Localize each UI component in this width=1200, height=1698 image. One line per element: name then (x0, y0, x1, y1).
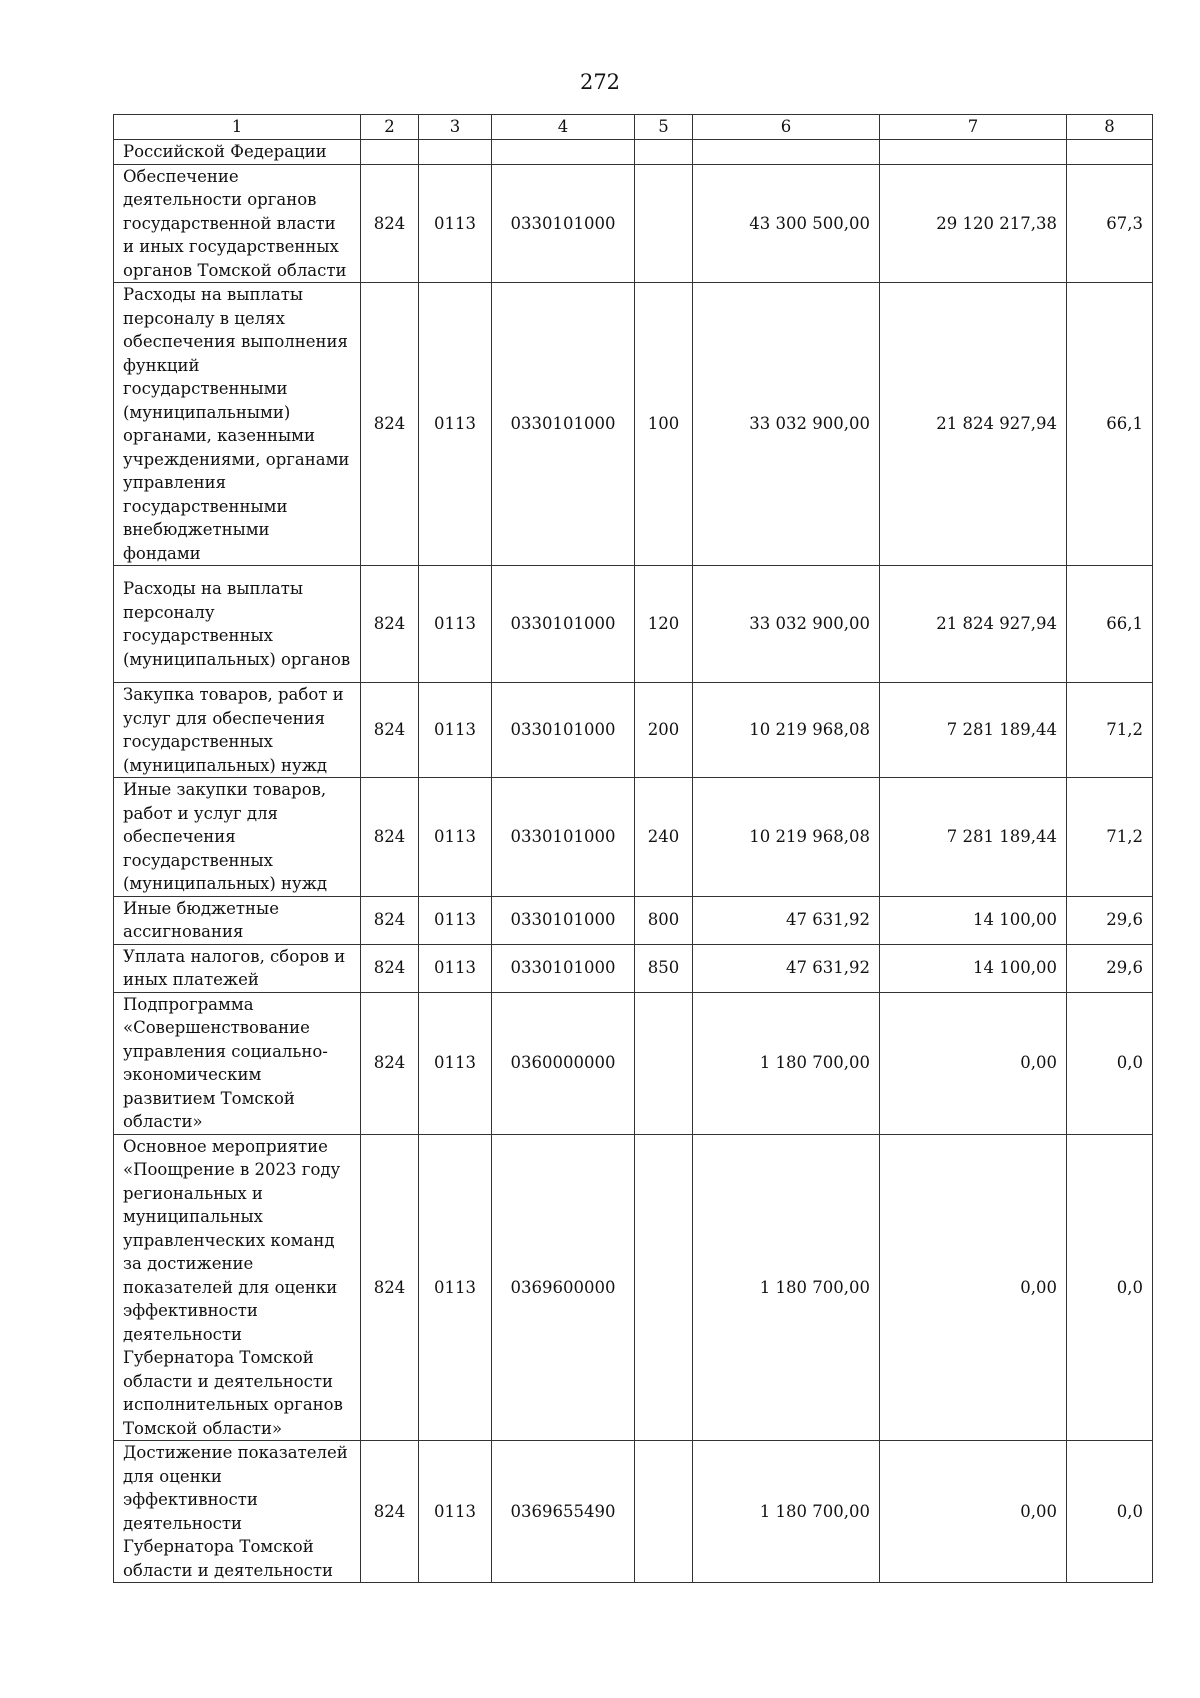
cell-planned-amount: 33 032 900,00 (693, 283, 880, 566)
cell-executed-amount: 14 100,00 (880, 944, 1067, 992)
cell-section-code: 0113 (419, 896, 492, 944)
cell-planned-amount: 47 631,92 (693, 944, 880, 992)
cell-target-article: 0330101000 (492, 944, 635, 992)
cell-target-article: 0330101000 (492, 283, 635, 566)
cell-planned-amount: 10 219 968,08 (693, 778, 880, 897)
cell-expense-type (635, 140, 693, 165)
cell-executed-amount: 29 120 217,38 (880, 164, 1067, 283)
cell-planned-amount: 47 631,92 (693, 896, 880, 944)
table-row (114, 944, 1153, 992)
cell-expense-type: 850 (635, 944, 693, 992)
cell-section-code (419, 140, 492, 165)
table-row (114, 1134, 1153, 1441)
cell-section-code: 0113 (419, 566, 492, 683)
cell-ministry-code: 824 (361, 896, 419, 944)
row-name: Расходы на выплаты персоналу государственных (муниципальных) органов (114, 566, 361, 683)
page-number: 272 (579, 70, 621, 94)
row-name: Закупка товаров, работ и услуг для обеспечения государственных (муниципальных) нужд (114, 683, 361, 778)
cell-executed-amount: 0,00 (880, 1134, 1067, 1441)
table-row (114, 778, 1153, 897)
cell-target-article: 0369655490 (492, 1441, 635, 1583)
cell-ministry-code: 824 (361, 1134, 419, 1441)
cell-execution-percent (1067, 140, 1153, 165)
cell-execution-percent: 71,2 (1067, 683, 1153, 778)
cell-ministry-code: 824 (361, 1441, 419, 1583)
cell-ministry-code (361, 140, 419, 165)
cell-target-article (492, 140, 635, 165)
cell-executed-amount: 21 824 927,94 (880, 566, 1067, 683)
row-name: Иные закупки товаров, работ и услуг для обеспечения государственных (муниципальных) нужд (114, 778, 361, 897)
column-header-7: 7 (880, 115, 1067, 140)
cell-target-article: 0330101000 (492, 566, 635, 683)
cell-section-code: 0113 (419, 992, 492, 1134)
row-name: Расходы на выплаты персоналу в целях обеспечения выполнения функций государственными (муниципальными) органами, казенными учреждениями, органами управления государственными внебюджетными фондами (114, 283, 361, 566)
table-row (114, 896, 1153, 944)
row-name: Уплата налогов, сборов и иных платежей (114, 944, 361, 992)
cell-execution-percent: 29,6 (1067, 896, 1153, 944)
cell-execution-percent: 66,1 (1067, 566, 1153, 683)
cell-expense-type: 120 (635, 566, 693, 683)
cell-executed-amount: 7 281 189,44 (880, 683, 1067, 778)
cell-expense-type (635, 164, 693, 283)
cell-planned-amount: 10 219 968,08 (693, 683, 880, 778)
cell-section-code: 0113 (419, 778, 492, 897)
cell-section-code: 0113 (419, 1134, 492, 1441)
cell-ministry-code: 824 (361, 778, 419, 897)
cell-target-article: 0330101000 (492, 896, 635, 944)
cell-execution-percent: 29,6 (1067, 944, 1153, 992)
cell-section-code: 0113 (419, 283, 492, 566)
column-header-3: 3 (419, 115, 492, 140)
cell-executed-amount: 0,00 (880, 992, 1067, 1134)
column-header-1: 1 (114, 115, 361, 140)
cell-ministry-code: 824 (361, 164, 419, 283)
cell-planned-amount: 33 032 900,00 (693, 566, 880, 683)
cell-expense-type: 240 (635, 778, 693, 897)
column-header-5: 5 (635, 115, 693, 140)
cell-expense-type: 200 (635, 683, 693, 778)
cell-execution-percent: 67,3 (1067, 164, 1153, 283)
row-name: Российской Федерации (114, 140, 361, 165)
cell-section-code: 0113 (419, 944, 492, 992)
cell-section-code: 0113 (419, 1441, 492, 1583)
cell-executed-amount: 7 281 189,44 (880, 778, 1067, 897)
cell-execution-percent: 66,1 (1067, 283, 1153, 566)
cell-ministry-code: 824 (361, 283, 419, 566)
row-name: Иные бюджетные ассигнования (114, 896, 361, 944)
cell-planned-amount: 1 180 700,00 (693, 1134, 880, 1441)
row-name: Обеспечение деятельности органов государственной власти и иных государственных органов Томской области (114, 164, 361, 283)
cell-target-article: 0360000000 (492, 992, 635, 1134)
row-name: Достижение показателей для оценки эффективности деятельности Губернатора Томской области и деятельности (114, 1441, 361, 1583)
table-row (114, 140, 1153, 165)
row-name: Основное мероприятие «Поощрение в 2023 году региональных и муниципальных управленческих команд за достижение показателей для оценки эффективности деятельности Губернатора Томской области и деятельности исполнительных органов Томской области» (114, 1134, 361, 1441)
row-name: Подпрограмма «Совершенствование управления социально-экономическим развитием Томской области» (114, 992, 361, 1134)
table-row (114, 992, 1153, 1134)
cell-expense-type (635, 992, 693, 1134)
cell-target-article: 0330101000 (492, 683, 635, 778)
table-row (114, 683, 1153, 778)
cell-execution-percent: 0,0 (1067, 1134, 1153, 1441)
cell-expense-type: 800 (635, 896, 693, 944)
cell-execution-percent: 0,0 (1067, 992, 1153, 1134)
cell-execution-percent: 0,0 (1067, 1441, 1153, 1583)
cell-section-code: 0113 (419, 164, 492, 283)
cell-planned-amount: 43 300 500,00 (693, 164, 880, 283)
cell-section-code: 0113 (419, 683, 492, 778)
cell-planned-amount: 1 180 700,00 (693, 1441, 880, 1583)
table-row (114, 1441, 1153, 1583)
cell-expense-type (635, 1441, 693, 1583)
cell-ministry-code: 824 (361, 944, 419, 992)
cell-expense-type: 100 (635, 283, 693, 566)
cell-ministry-code: 824 (361, 992, 419, 1134)
column-header-2: 2 (361, 115, 419, 140)
cell-ministry-code: 824 (361, 683, 419, 778)
cell-ministry-code: 824 (361, 566, 419, 683)
table-row (114, 283, 1153, 566)
cell-expense-type (635, 1134, 693, 1441)
cell-target-article: 0369600000 (492, 1134, 635, 1441)
column-header-8: 8 (1067, 115, 1153, 140)
cell-target-article: 0330101000 (492, 778, 635, 897)
table-row (114, 164, 1153, 283)
column-header-6: 6 (693, 115, 880, 140)
cell-execution-percent: 71,2 (1067, 778, 1153, 897)
column-header-4: 4 (492, 115, 635, 140)
cell-executed-amount: 0,00 (880, 1441, 1067, 1583)
cell-planned-amount: 1 180 700,00 (693, 992, 880, 1134)
table-row (114, 566, 1153, 683)
cell-executed-amount: 21 824 927,94 (880, 283, 1067, 566)
cell-executed-amount: 14 100,00 (880, 896, 1067, 944)
cell-planned-amount (693, 140, 880, 165)
budget-table (113, 114, 1153, 1583)
cell-executed-amount (880, 140, 1067, 165)
cell-target-article: 0330101000 (492, 164, 635, 283)
header-row (114, 115, 1153, 140)
